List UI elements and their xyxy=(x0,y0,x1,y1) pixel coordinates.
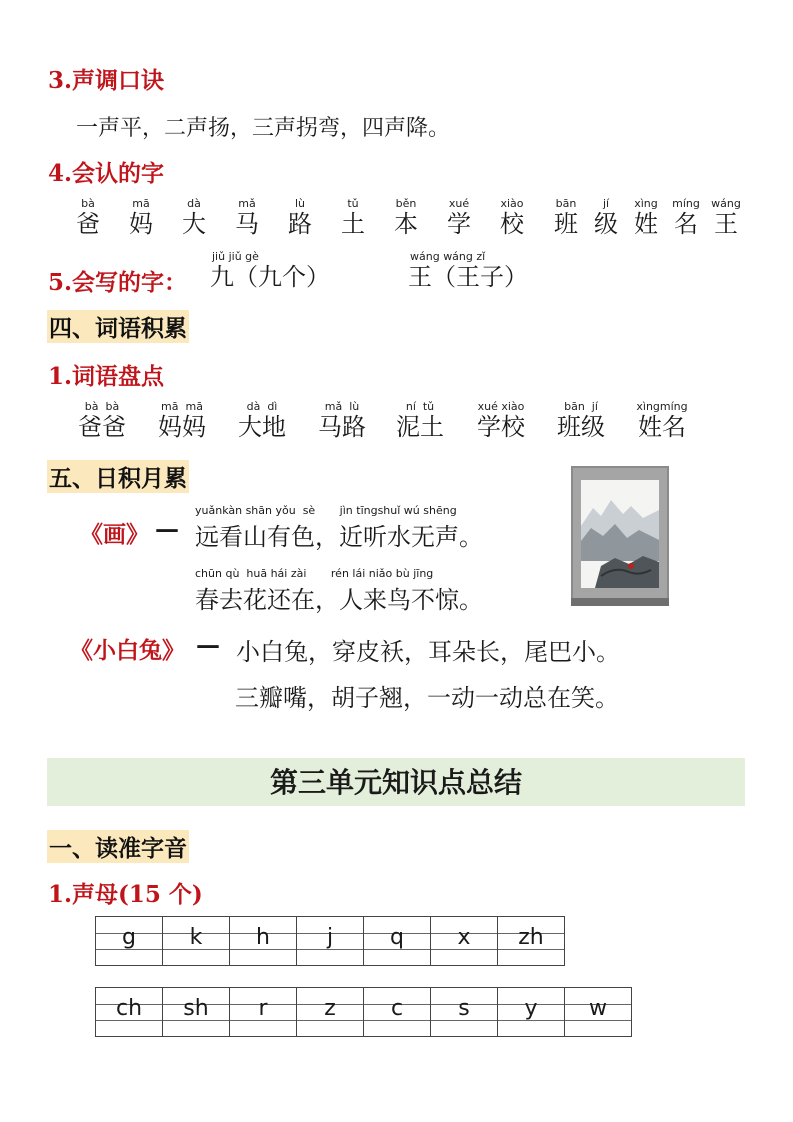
char-pinyin: xìng xyxy=(634,197,658,210)
initial-letter: q xyxy=(390,925,404,950)
poem-2-title: 《小白兔》 xyxy=(70,637,185,664)
initial-cell xyxy=(162,987,230,1037)
poem-1-line-2-pinyin: chūn qù huā hái zài rén lái niǎo bù jīng xyxy=(195,567,434,580)
initial-cell xyxy=(430,916,498,966)
poem-2-dash: — xyxy=(196,630,220,659)
char-hanzi: 王 xyxy=(714,210,738,238)
write-char-1-pinyin: jiǔ jiǔ gè xyxy=(212,250,259,263)
initial-letter: r xyxy=(258,996,268,1021)
char-hanzi: 姓 xyxy=(634,210,658,238)
initial-letter: x xyxy=(457,925,471,950)
initial-cell xyxy=(229,916,297,966)
char-hanzi: 学 xyxy=(447,210,471,238)
tone-rhyme-text: 一声平，二声扬，三声拐弯，四声降。 xyxy=(76,116,451,141)
char-pinyin: jí xyxy=(602,197,610,210)
initial-cell xyxy=(497,916,565,966)
part-4-heading: 四、词语积累 xyxy=(47,310,189,343)
initial-cell xyxy=(95,916,163,966)
char-hanzi: 大 xyxy=(182,210,206,238)
recognize-char xyxy=(666,197,706,238)
word-pinyin: ní tǔ xyxy=(405,400,435,413)
char-pinyin: bà xyxy=(81,197,95,210)
recognize-char xyxy=(386,197,426,238)
word-pinyin: mǎ lù xyxy=(324,400,360,413)
word-hanzi: 妈妈 xyxy=(158,413,206,441)
word-hanzi: 姓名 xyxy=(638,413,686,441)
write-char-1-text: 九（九个） xyxy=(210,263,330,291)
word-pinyin: bān jí xyxy=(564,400,598,413)
initial-letter: g xyxy=(122,925,136,950)
unit-3-heading: 一、读准字音 xyxy=(47,830,189,863)
initial-letter: ch xyxy=(115,996,143,1021)
recognize-char xyxy=(227,197,267,238)
part-4-subtitle: 1.词语盘点 xyxy=(48,363,165,390)
section-4-title: 4.会认的字 xyxy=(48,160,165,187)
char-pinyin: dà xyxy=(187,197,201,210)
recognize-char xyxy=(626,197,666,238)
unit-3-subtitle: 1.声母(15 个) xyxy=(48,881,203,908)
poem-1-title: 《画》 xyxy=(80,521,149,548)
recognize-char xyxy=(439,197,479,238)
word-hanzi: 爸爸 xyxy=(78,413,126,441)
recognize-char xyxy=(706,197,746,238)
char-hanzi: 爸 xyxy=(76,210,100,238)
char-pinyin: mā xyxy=(132,197,150,210)
initial-cell xyxy=(229,987,297,1037)
section-5-title: 5.会写的字： xyxy=(48,269,188,296)
word-pinyin: bà bà xyxy=(84,400,120,413)
poem-1-line-2-text: 春去花还在，人来鸟不惊。 xyxy=(195,586,483,614)
char-hanzi: 妈 xyxy=(129,210,153,238)
poem-1-line-1-text: 远看山有色，近听水无声。 xyxy=(195,523,483,551)
word-pinyin: mā mā xyxy=(161,400,203,413)
char-hanzi: 马 xyxy=(235,210,259,238)
recognize-char xyxy=(546,197,586,238)
char-pinyin: mǎ xyxy=(238,197,256,210)
char-hanzi: 路 xyxy=(288,210,312,238)
initial-letter: h xyxy=(256,925,270,950)
word-hanzi: 学校 xyxy=(477,413,525,441)
word-pinyin: dà dì xyxy=(246,400,278,413)
word-hanzi: 泥土 xyxy=(396,413,444,441)
write-char-1 xyxy=(210,250,330,291)
initial-cell xyxy=(296,987,364,1037)
part-5-heading: 五、日积月累 xyxy=(47,460,189,493)
initial-letter: z xyxy=(324,996,336,1021)
char-hanzi: 校 xyxy=(500,210,524,238)
initial-cell xyxy=(363,916,431,966)
word-item xyxy=(385,400,455,441)
initial-letter: zh xyxy=(518,925,544,950)
char-pinyin: lù xyxy=(294,197,306,210)
char-hanzi: 名 xyxy=(674,210,698,238)
unit-3-banner: 第三单元知识点总结 xyxy=(47,758,745,806)
initial-letter: k xyxy=(189,925,203,950)
poem-1-line-1 xyxy=(195,504,483,552)
recognize-char xyxy=(492,197,532,238)
word-item xyxy=(67,400,137,441)
initial-letter: s xyxy=(458,996,470,1021)
word-item xyxy=(466,400,536,441)
initial-letter: sh xyxy=(183,996,209,1021)
write-char-2 xyxy=(408,250,528,291)
char-pinyin: wáng xyxy=(711,197,741,210)
recognize-char xyxy=(586,197,626,238)
word-item xyxy=(546,400,616,441)
char-pinyin: xiào xyxy=(500,197,524,210)
poem-1-dash: — xyxy=(155,514,179,543)
char-pinyin: bān xyxy=(555,197,577,210)
initial-letter: w xyxy=(589,996,607,1021)
recognize-char xyxy=(174,197,214,238)
initial-cell xyxy=(564,987,632,1037)
write-char-2-text: 王（王子） xyxy=(408,263,528,291)
word-pinyin: xué xiào xyxy=(477,400,525,413)
char-hanzi: 土 xyxy=(341,210,365,238)
recognize-char xyxy=(333,197,373,238)
initial-cell xyxy=(430,987,498,1037)
word-item xyxy=(147,400,217,441)
initial-cell xyxy=(95,987,163,1037)
char-pinyin: běn xyxy=(395,197,417,210)
char-pinyin: xué xyxy=(448,197,470,210)
word-hanzi: 班级 xyxy=(557,413,605,441)
recognize-char xyxy=(280,197,320,238)
word-hanzi: 马路 xyxy=(318,413,366,441)
initial-letter: y xyxy=(524,996,538,1021)
landscape-scroll-painting xyxy=(571,466,669,610)
initial-cell xyxy=(497,987,565,1037)
poem-1-line-2 xyxy=(195,567,483,615)
word-item xyxy=(307,400,377,441)
section-3-title: 3.声调口诀 xyxy=(48,67,165,94)
word-pinyin: xìngmíng xyxy=(636,400,688,413)
recognize-char xyxy=(68,197,108,238)
char-pinyin: tǔ xyxy=(347,197,359,210)
initial-cell xyxy=(162,916,230,966)
char-hanzi: 本 xyxy=(394,210,418,238)
initial-letter: c xyxy=(390,996,404,1021)
word-item xyxy=(627,400,697,441)
recognize-char xyxy=(121,197,161,238)
poem-2-line-2: 三瓣嘴，胡子翘，一动一动总在笑。 xyxy=(235,684,619,712)
char-pinyin: míng xyxy=(672,197,700,210)
poem-2-line-1: 小白兔，穿皮袄，耳朵长，尾巴小。 xyxy=(236,638,620,666)
char-hanzi: 级 xyxy=(594,210,618,238)
char-hanzi: 班 xyxy=(554,210,578,238)
initial-cell xyxy=(363,987,431,1037)
word-hanzi: 大地 xyxy=(238,413,286,441)
write-char-2-pinyin: wáng wáng zǐ xyxy=(410,250,486,263)
initial-cell xyxy=(296,916,364,966)
poem-1-line-1-pinyin: yuǎnkàn shān yǒu sè jìn tīngshuǐ wú shēng xyxy=(195,504,457,517)
word-item xyxy=(227,400,297,441)
initial-letter: j xyxy=(326,925,334,950)
